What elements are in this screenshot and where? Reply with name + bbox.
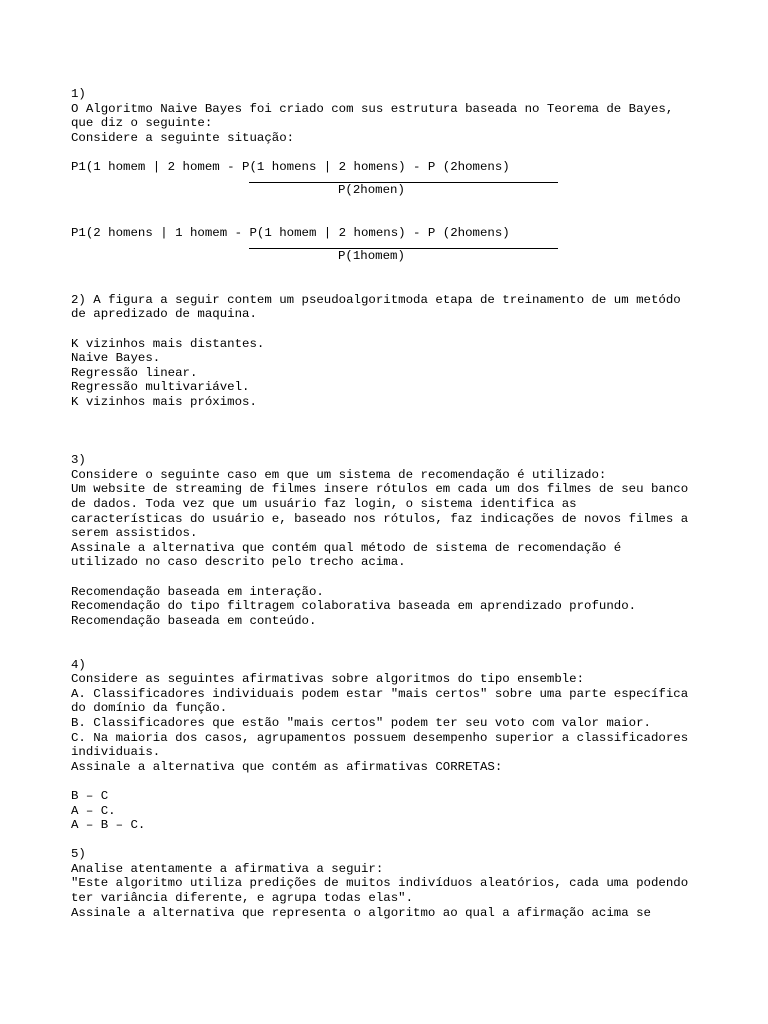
question-text-line: serem assistidos.	[71, 526, 198, 541]
answer-option: A – B – C.	[71, 818, 146, 833]
question-3	[71, 453, 731, 628]
question-text-line: Assinale a alternativa que representa o algoritmo ao qual a afirmação acima se	[71, 905, 651, 920]
question-text-line: ter variância diferente, e agrupa todas elas".	[71, 891, 414, 906]
answer-option: Recomendação baseada em conteúdo.	[71, 613, 317, 628]
formula-numerator: P1(2 homens | 1 homem - P(1 homem | 2 homens) - P (2homens)	[71, 226, 510, 241]
question-text-line: C. Na maioria dos casos, agrupamentos possuem desempenho superior a classificadores	[71, 730, 689, 745]
question-text-line: de apredizado de maquina.	[71, 307, 257, 322]
question-text-line: individuais.	[71, 745, 161, 760]
fraction-line	[249, 241, 558, 249]
question-5	[71, 847, 731, 920]
question-text-line: A. Classificadores individuais podem estar "mais certos" sobre uma parte específica	[71, 686, 689, 701]
question-text-line: B. Classificadores que estão "mais certos" podem ter seu voto com valor maior.	[71, 715, 651, 730]
answer-option: A – C.	[71, 803, 116, 818]
answer-option: B – C	[71, 788, 109, 803]
formula-denominator: P(1homem)	[338, 248, 405, 263]
question-4	[71, 658, 731, 833]
answer-option: Regressão linear.	[71, 365, 198, 380]
question-text-line: do domínio da função.	[71, 701, 228, 716]
question-text-line: Um website de streaming de filmes insere rótulos em cada um dos filmes de seu banco	[71, 482, 689, 497]
question-text-line: Assinale a alternativa que contém as afirmativas CORRETAS:	[71, 759, 503, 774]
question-text-line: Assinale a alternativa que contém qual método de sistema de recomendação é	[71, 540, 622, 555]
question-text-line: utilizado no caso descrito pelo trecho acima.	[71, 555, 406, 570]
question-text-line: 2) A figura a seguir contem um pseudoalgoritmoda etapa de treinamento de um metódo	[71, 292, 681, 307]
question-number: 5)	[71, 847, 86, 862]
question-text-line: de dados. Toda vez que um usuário faz login, o sistema identifica as	[71, 497, 577, 512]
question-text-line: Analise atentamente a afirmativa a seguir:	[71, 861, 384, 876]
formula-1	[71, 160, 731, 197]
question-text-line: que diz o seguinte:	[71, 116, 213, 131]
answer-option: K vizinhos mais distantes.	[71, 336, 265, 351]
question-1	[71, 87, 731, 264]
formula-denominator: P(2homen)	[338, 182, 405, 197]
formula-2	[71, 226, 731, 263]
fraction-line	[249, 175, 558, 183]
question-text-line: características do usuário e, baseado nos rótulos, faz indicações de novos filmes a	[71, 511, 689, 526]
document-body	[71, 87, 731, 920]
question-number: 1)	[71, 87, 86, 101]
answer-option: Regressão multivariável.	[71, 380, 250, 395]
answer-option: Recomendação do tipo filtragem colaborativa baseada em aprendizado profundo.	[71, 599, 637, 614]
answer-option: K vizinhos mais próximos.	[71, 394, 257, 409]
answer-option: Naive Bayes.	[71, 351, 161, 366]
question-number: 4)	[71, 657, 86, 672]
question-2	[71, 293, 731, 410]
question-text-line: Considere o seguinte caso em que um sistema de recomendação é utilizado:	[71, 467, 607, 482]
formula-numerator: P1(1 homem | 2 homem - P(1 homens | 2 homens) - P (2homens)	[71, 159, 510, 174]
question-text-line: Considere a seguinte situação:	[71, 130, 295, 145]
question-text-line: "Este algoritmo utiliza predições de muitos indivíduos aleatórios, cada uma podendo	[71, 876, 689, 891]
question-text-line: O Algoritmo Naive Bayes foi criado com sus estrutura baseada no Teorema de Bayes,	[71, 101, 674, 116]
question-text-line: Considere as seguintes afirmativas sobre algoritmos do tipo ensemble:	[71, 672, 585, 687]
question-number: 3)	[71, 453, 86, 468]
answer-option: Recomendação baseada em interação.	[71, 584, 324, 599]
